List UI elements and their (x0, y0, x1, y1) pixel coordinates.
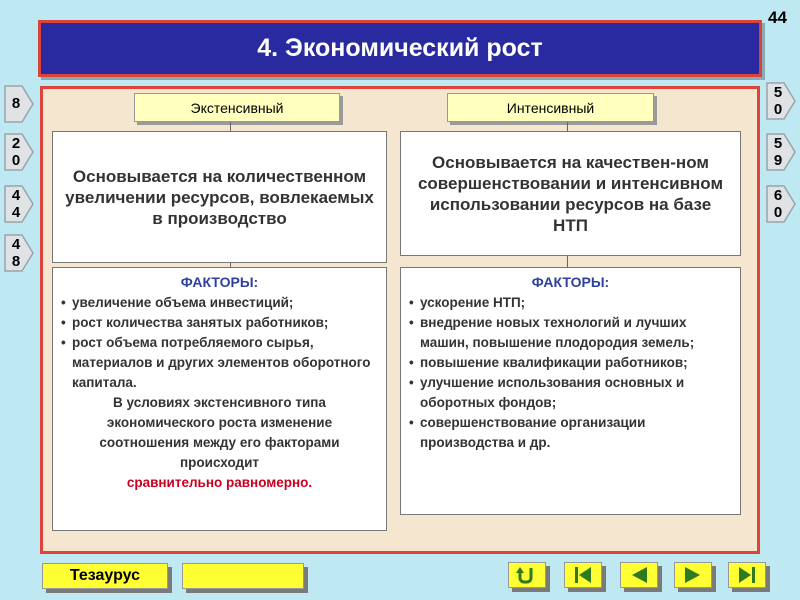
side-tab-20[interactable] (4, 131, 34, 173)
factor-item: • увеличение объема инвестиций; (61, 293, 378, 313)
title-bar (38, 20, 762, 77)
side-tab-44[interactable] (4, 183, 34, 225)
return-icon (516, 566, 538, 584)
extensive-label: Экстенсивный (134, 93, 340, 122)
extensive-factors-box (52, 267, 387, 531)
extensive-note-accent: сравнительно равномерно. (126, 475, 313, 490)
first-button[interactable] (564, 562, 602, 588)
factor-item: • ускорение НТП; (409, 293, 732, 313)
side-tab-label: 8 (11, 95, 21, 112)
extensive-note: В условиях экстенсивного типа экономического роста изменение соотношения между его факторами происходит (99, 395, 340, 470)
side-tab-label: 2 0 (11, 135, 21, 169)
first-icon (572, 566, 594, 584)
factor-item: • совершенствование организации производства и др. (409, 413, 732, 453)
factor-item: • внедрение новых технологий и лучших машин, повышение плодородия земель; (409, 313, 732, 353)
last-icon (736, 566, 758, 584)
factor-item: • рост количества занятых работников; (61, 313, 378, 333)
page-title: 4. Экономический рост (257, 34, 543, 62)
factors-title: ФАКТОРЫ: (180, 274, 259, 290)
factor-item: • улучшение использования основных и оборотных фондов; (409, 373, 732, 413)
intensive-label: Интенсивный (447, 93, 654, 122)
page-number: 44 (768, 8, 787, 27)
side-tab-48[interactable] (4, 232, 34, 274)
side-tab-label: 4 4 (11, 187, 21, 221)
side-tab-50[interactable] (766, 80, 796, 122)
prev-button[interactable] (620, 562, 658, 588)
last-button[interactable] (728, 562, 766, 588)
thesaurus-button[interactable] (42, 563, 168, 589)
connector (230, 122, 231, 131)
extensive-description: Основывается на количественном увеличении ресурсов, вовлекаемых в производство (52, 131, 387, 263)
side-tab-8[interactable] (4, 83, 34, 125)
intensive-description: Основывается на качествен-ном совершенствовании и интенсивном использовании ресурсов на базе НТП (400, 131, 741, 256)
connector (567, 122, 568, 131)
factor-item: • рост объема потребляемого сырья, материалов и других элементов оборотного капитала. (61, 333, 378, 393)
side-tab-59[interactable] (766, 131, 796, 173)
side-tab-label: 4 8 (11, 236, 21, 270)
return-button[interactable] (508, 562, 546, 588)
factors-title: ФАКТОРЫ: (531, 274, 610, 290)
next-icon (682, 566, 704, 584)
factor-item: • повышение квалификации работников; (409, 353, 732, 373)
prev-icon (628, 566, 650, 584)
connector (567, 256, 568, 267)
next-button[interactable] (674, 562, 712, 588)
blank-button[interactable] (182, 563, 304, 589)
thesaurus-label: Тезаурус (69, 567, 141, 584)
side-tab-label: 5 0 (773, 84, 783, 118)
side-tab-label: 6 0 (773, 187, 783, 221)
intensive-factors-box (400, 267, 741, 515)
side-tab-label: 5 9 (773, 135, 783, 169)
side-tab-60[interactable] (766, 183, 796, 225)
